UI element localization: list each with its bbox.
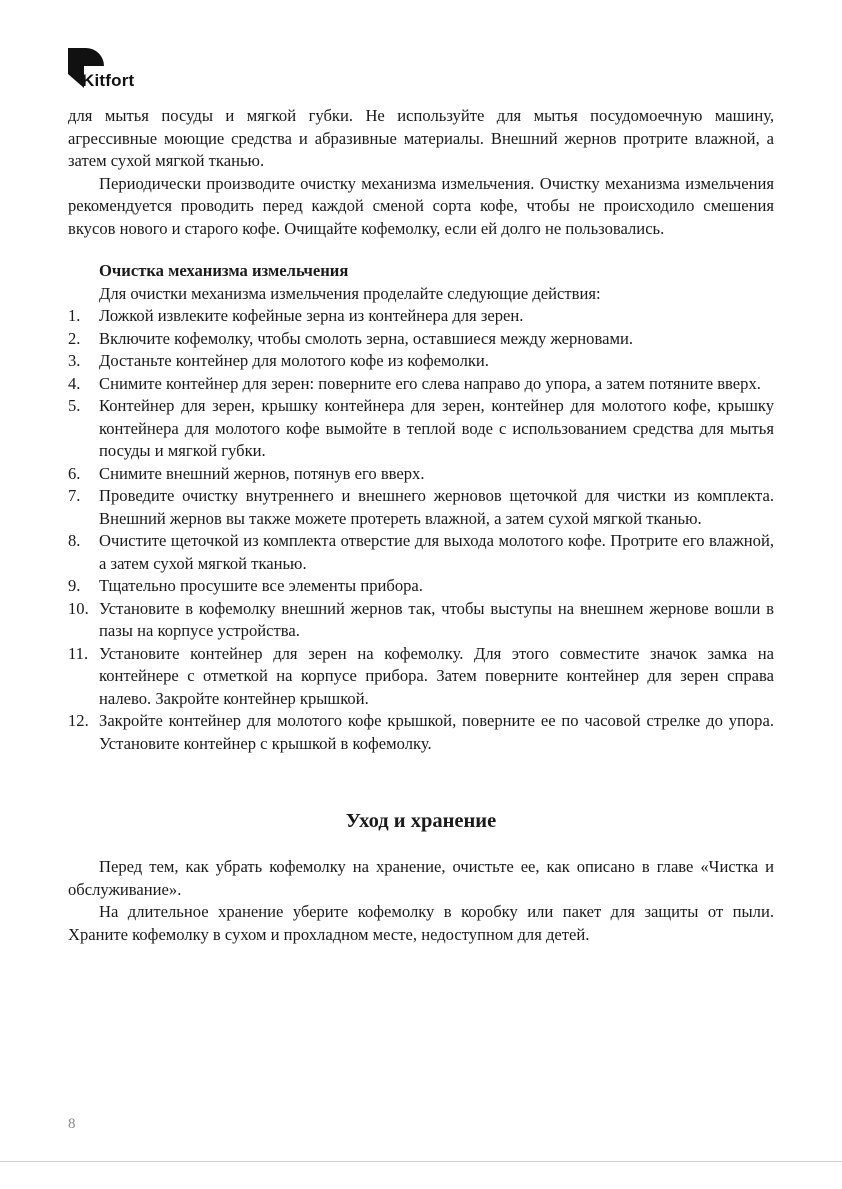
list-number: 5. (68, 396, 81, 415)
list-number: 12. (68, 711, 89, 730)
page-number: 8 (68, 1116, 76, 1132)
list-item-text: Закройте контейнер для молотого кофе крышкой, поверните ее по часовой стрелке до упора. Установите контейнер с крышкой в кофемолку. (99, 711, 774, 753)
list-number: 6. (68, 463, 81, 483)
list-number: 8. (68, 531, 81, 550)
paragraph: На длительное хранение уберите кофемолку в коробку или пакет для защиты от пыли. Храните кофемолку в сухом и прохладном месте, недоступном для детей. (68, 902, 774, 944)
logo-text: Kitfort (82, 71, 135, 90)
list-item (68, 575, 774, 598)
section-subheading: Очистка механизма измельчения (99, 261, 349, 280)
list-number: 3. (68, 351, 81, 370)
list-number: 7. (68, 486, 81, 505)
list-item (68, 463, 774, 486)
list-number: 11. (68, 643, 89, 663)
list-item-text: Установите в кофемолку внешний жернов так, чтобы выступы на внешнем жернове вошли в пазы на корпусе устройства. (99, 598, 774, 640)
list-item-text: Очистите щеточкой из комплекта отверстие для выхода молотого кофе. Протрите его влажной, а затем сухой мягкой тканью. (99, 531, 774, 573)
list-item (68, 710, 774, 755)
list-number: 1. (68, 306, 81, 325)
cleaning-steps-list (68, 305, 774, 755)
list-item-text: Включите кофемолку, чтобы смолоть зерна, оставшиеся между жерновами. (99, 328, 633, 348)
list-item-text: Контейнер для зерен, крышку контейнера для зерен, контейнер для молотого кофе, крышку контейнера для молотого кофе вымойте в теплой воде с использованием средства для мытья посуды и мягкой губки. (99, 396, 774, 460)
list-item (68, 305, 774, 328)
list-item-text: Снимите внешний жернов, потянув его вверх. (99, 463, 425, 483)
list-item (68, 598, 774, 643)
list-item-text: Ложкой извлеките кофейные зерна из контейнера для зерен. (99, 306, 524, 325)
list-number: 9. (68, 576, 81, 595)
list-item (68, 373, 774, 396)
list-item-text: Проведите очистку внутреннего и внешнего жерновов щеточкой для чистки из комплекта. Внешний жернов вы также можете протереть влажной, а затем сухой мягкой тканью. (99, 486, 774, 528)
list-item (68, 485, 774, 530)
list-number: 10. (68, 598, 89, 618)
list-item (68, 643, 774, 711)
paragraph: Для очистки механизма измельчения проделайте следующие действия: (99, 283, 601, 303)
paragraph: для мытья посуды и мягкой губки. Не используйте для мытья посудомоечную машину, агрессивные моющие средства и абразивные материалы. Внешний жернов протрите влажной, а затем сухой мягкой тканью. (68, 106, 774, 170)
brand-logo (68, 44, 188, 94)
section-title: Уход и хранение (345, 810, 497, 832)
paragraph: Перед тем, как убрать кофемолку на хранение, очистьте ее, как описано в главе «Чистка и обслуживание». (68, 857, 774, 899)
divider (0, 1161, 842, 1162)
list-item (68, 328, 774, 351)
list-number: 2. (68, 328, 81, 348)
list-number: 4. (68, 373, 81, 393)
list-item-text: Достаньте контейнер для молотого кофе из кофемолки. (99, 351, 489, 370)
list-item-text: Установите контейнер для зерен на кофемолку. Для этого совместите значок замка на контейнере с отметкой на корпусе прибора. Затем поверните контейнер для зерен справа налево. Закройте контейнер крышкой. (99, 643, 774, 708)
list-item (68, 530, 774, 575)
list-item (68, 395, 774, 463)
page-content (68, 105, 774, 946)
paragraph: Периодически производите очистку механизма измельчения. Очистку механизма измельчения рекомендуется проводить перед каждой сменой сорта кофе, чтобы не происходило смешения вкусов нового и старого кофе. Очищайте кофемолку, если ей долго не пользовались. (68, 173, 774, 238)
list-item (68, 350, 774, 373)
list-item-text: Снимите контейнер для зерен: поверните его слева направо до упора, а затем потяните вверх. (99, 373, 761, 393)
list-item-text: Тщательно просушите все элементы прибора. (99, 576, 423, 595)
